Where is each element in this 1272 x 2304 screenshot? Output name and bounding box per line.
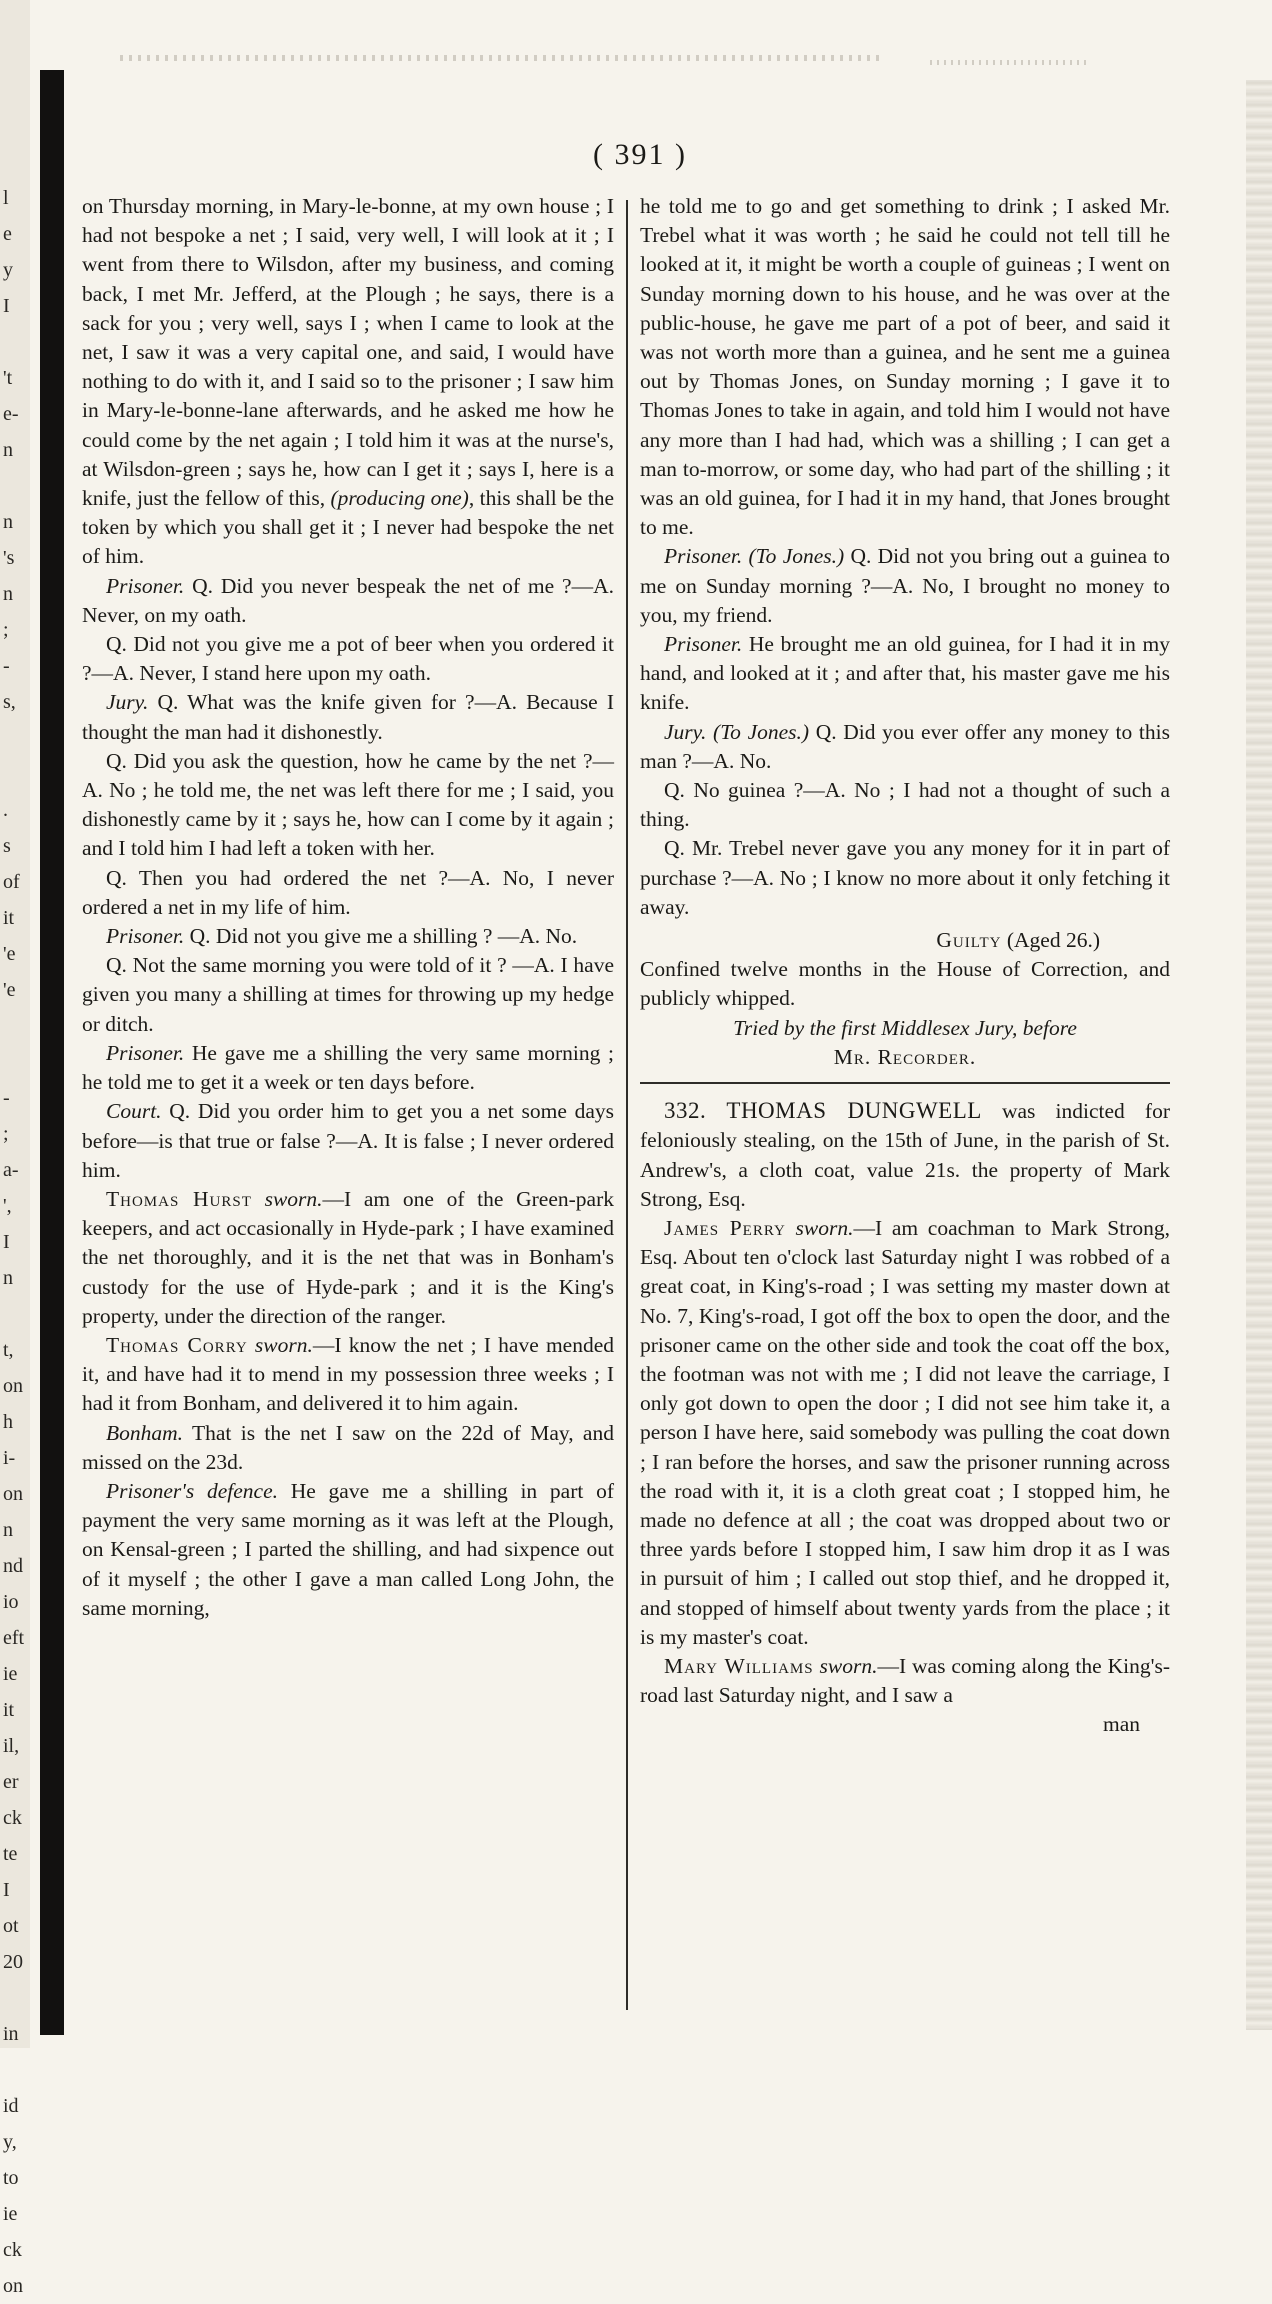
paragraph bbox=[82, 1331, 614, 1419]
bleed-fragment: I bbox=[3, 1879, 10, 1901]
sworn-label: sworn. bbox=[795, 1215, 854, 1240]
bleed-fragment: to bbox=[3, 2167, 19, 2189]
bleed-fragment: 't bbox=[3, 367, 13, 389]
paragraph bbox=[82, 864, 614, 922]
paragraph bbox=[82, 747, 614, 864]
witness-name: Thomas Hurst bbox=[106, 1186, 252, 1211]
bleed-fragment: il, bbox=[3, 1735, 20, 1757]
bleed-fragment: io bbox=[3, 1591, 19, 1613]
sworn-label: sworn. bbox=[819, 1653, 878, 1678]
bleed-fragment: l bbox=[3, 187, 9, 209]
tried-before: Tried by the first Middlesex Jury, before bbox=[733, 1015, 1077, 1040]
verdict: Guilty bbox=[936, 928, 1002, 953]
speaker-label: Jury. bbox=[106, 690, 149, 715]
bleed-fragment: e- bbox=[3, 403, 19, 425]
paragraph bbox=[82, 951, 614, 1039]
bleed-fragment: h bbox=[3, 1411, 13, 1433]
bleed-fragment: t, bbox=[3, 1339, 14, 1361]
speaker-label: Prisoner's defence. bbox=[106, 1478, 278, 1503]
text-span: Q. Mr. Trebel never gave you any money for it in part of purchase ?—A. No ; I know no more about it only fetching it away. bbox=[640, 836, 1170, 919]
bleed-fragment: n bbox=[3, 439, 13, 461]
bleed-fragment: on bbox=[3, 1375, 23, 1397]
binding-shadow bbox=[40, 70, 64, 2035]
witness-name: Mary Williams bbox=[664, 1653, 814, 1678]
bleed-fragment: in bbox=[3, 2023, 19, 2045]
bleed-fragment: ie bbox=[3, 1663, 18, 1685]
speaker-label: Prisoner. (To Jones.) bbox=[664, 544, 845, 569]
paragraph bbox=[82, 1185, 614, 1331]
speaker-label: Jury. (To Jones.) bbox=[664, 719, 810, 744]
bleed-fragment bbox=[3, 1980, 33, 2016]
bleed-fragment: n bbox=[3, 583, 13, 605]
speaker-label: Prisoner. bbox=[664, 632, 743, 657]
bleed-fragment: I bbox=[3, 1231, 10, 1253]
paragraph bbox=[640, 776, 1170, 834]
bleed-fragment: ; bbox=[3, 619, 9, 641]
paragraph bbox=[640, 1214, 1170, 1652]
paragraph bbox=[640, 718, 1170, 776]
verdict-line bbox=[640, 926, 1170, 955]
speaker-label: Prisoner. bbox=[106, 573, 185, 598]
paragraph bbox=[82, 630, 614, 688]
paragraph bbox=[82, 688, 614, 746]
speaker-label: Bonham. bbox=[106, 1420, 184, 1445]
bleed-fragment: ', bbox=[3, 1195, 12, 1217]
paragraph bbox=[82, 1097, 614, 1185]
bleed-fragment: on bbox=[3, 2275, 23, 2297]
speaker-label: Prisoner. bbox=[106, 1040, 185, 1065]
bleed-fragment: it bbox=[3, 907, 15, 929]
catchword: man bbox=[1102, 1712, 1140, 1737]
bleed-fragment bbox=[3, 1296, 33, 1332]
bleed-fragment bbox=[3, 756, 33, 792]
bleed-fragment: e bbox=[3, 223, 12, 245]
recorder: Mr. Recorder. bbox=[833, 1044, 977, 1069]
bleed-fragment bbox=[3, 720, 33, 756]
bleed-fragment: n bbox=[3, 1519, 13, 1541]
bleed-fragment: 's bbox=[3, 547, 15, 569]
facing-page-bleed bbox=[3, 180, 33, 2304]
text-span: Q. What was the knife given for ?—A. Because I thought the man had it dishonestly. bbox=[82, 690, 614, 744]
case-heading-paragraph bbox=[640, 1096, 1170, 1214]
bleed-fragment: id bbox=[3, 2095, 19, 2117]
paragraph bbox=[82, 922, 614, 951]
text-span: he told me to go and get something to drink ; I asked Mr. Trebel what it was worth ; he said he could not tell till he looked at it, it might be worth a couple of guineas ; I went on Sunday morning down to his house, and he was over at the public-house, he gave me part of a pot of beer, and said it was not worth more than a guinea, and he sent me a guinea out by Thomas Jones, on Sunday morning ; I gave it to Thomas Jones to take in again, and told him I would not have any more than I had had, which was a shilling ; I can get a man to-morrow, or some day, who had part of the shilling ; it was an old guinea, for I had it in my hand, that Jones brought to me. bbox=[640, 194, 1170, 540]
text-span: —I was coming along the King's-road last Saturday night, and I saw a bbox=[640, 1653, 1170, 1708]
text-span: That is the net I saw on the 22d of May, and missed on the 23d. bbox=[82, 1420, 614, 1474]
paragraph bbox=[640, 192, 1170, 542]
bleed-fragment: ot bbox=[3, 1915, 19, 1937]
bleed-fragment: 'e bbox=[3, 943, 16, 965]
text-span: Q. No guinea ?—A. No ; I had not a thought of such a thing. bbox=[640, 778, 1170, 832]
paragraph bbox=[82, 1477, 614, 1623]
bleed-fragment: s, bbox=[3, 691, 16, 713]
bleed-fragment: te bbox=[3, 1843, 18, 1865]
bleed-fragment: 20 bbox=[3, 1951, 23, 1973]
paragraph bbox=[640, 542, 1170, 630]
bleed-fragment: ie bbox=[3, 2203, 18, 2225]
text-span: He gave me a shilling the very same morning ; he told me to get it a week or ten days before. bbox=[82, 1040, 615, 1095]
bleed-fragment: a- bbox=[3, 1159, 19, 1181]
bleed-fragment: ck bbox=[3, 2239, 22, 2261]
text-span: —I am coachman to Mark Strong, Esq. About ten o'clock last Saturday night I was robbed of a great coat, in King's-road ; I was setting my master down at No. 7, King's-road, I got off the box to open the door, and the prisoner came on the other side and took the coat off the box, the footman was not with me ; I did not leave the carriage, I only got down to open the door ; I did not see him take it, a person I have here, said somebody was pulling the coat down ; I ran before the horses, and saw the prisoner running across the road with it, it is a cloth great coat ; I stopped him, he made no defence at all ; the coat was dropped about two or three yards before I stopped him, I saw him drop it as I was in pursuit of him ; I called out stop thief, and he dropped it, and stopped of himself about twenty yards from the place ; it is my master's coat. bbox=[640, 1215, 1170, 1649]
text-span: He brought me an old guinea, for I had it in my hand, and looked at it ; and after that, his master gave me his knife. bbox=[640, 632, 1170, 715]
bleed-fragment: ; bbox=[3, 1123, 9, 1145]
text-span: —I know the net ; I have mended it, and have had it to mend in my possession three weeks ; I had it from Bonham, and delivered it to him again. bbox=[82, 1332, 615, 1416]
bleed-fragment: of bbox=[3, 871, 20, 893]
page-number: ( 391 ) bbox=[593, 138, 687, 171]
bleed-fragment: 'e bbox=[3, 979, 16, 1001]
paragraph bbox=[640, 834, 1170, 922]
text-span: Q. Then you had ordered the net ?—A. No, I never ordered a net in my life of him. bbox=[82, 865, 614, 919]
bleed-fragment: s bbox=[3, 835, 11, 857]
bleed-fragment: er bbox=[3, 1771, 19, 1793]
text-span: —I am one of the Green-park keepers, and act occasionally in Hyde-park ; I have examined the net thoroughly, and it is the net that was in Bonham's custody for the use of Hyde-park ; and it is the King's property, under the direction of the ranger. bbox=[82, 1186, 615, 1328]
sworn-label: sworn. bbox=[264, 1186, 323, 1211]
bleed-fragment: y bbox=[3, 259, 13, 281]
bleed-fragment: y, bbox=[3, 2131, 17, 2153]
column-divider bbox=[626, 200, 628, 2010]
bleed-fragment: - bbox=[3, 1087, 10, 1109]
text-span: Q. Did you ask the question, how he came by the net ?—A. No ; he told me, the net was left there for me ; I said, you dishonestly came by it ; says he, how can I come by it again ; and I told him I had left a token with her. bbox=[82, 748, 614, 861]
text-span: on Thursday morning, in Mary-le-bonne, at my own house ; I had not bespoke a net ; I said, very well, I will look at it ; I went from there to Wilsdon, after my business, and coming back, I met Mr. Jefferd, at the Plough ; he says, there is a sack for you ; very well, says I ; when I came to look at the net, I saw it was a very capital one, and said, I would have nothing to do with it, and I said so to the prisoner ; I saw him in Mary-le-bonne-lane afterwards, and he asked me how he could come by the net again ; I told him it was at the nurse's, at Wilsdon-green ; says he, how can I get it ; says I, here is a knife, just the fellow of this, bbox=[82, 194, 614, 511]
text-span: Q. Did not you give me a shilling ? —A. No. bbox=[189, 924, 578, 949]
case-number: 332. bbox=[664, 1098, 707, 1124]
prisoner-age: (Aged 26.) bbox=[1006, 928, 1100, 953]
text-span: Q. Did you never bespeak the net of me ?—A. Never, on my oath. bbox=[82, 573, 615, 627]
bleed-fragment bbox=[3, 1008, 33, 1044]
text-span: Q. Not the same morning you were told of it ? —A. I have given you many a shilling at times for throwing up my hedge or ditch. bbox=[82, 953, 614, 1036]
bleed-fragment: I bbox=[3, 295, 10, 317]
defendant-name: THOMAS DUNGWELL bbox=[726, 1098, 982, 1124]
witness-name: James Perry bbox=[664, 1215, 786, 1240]
text-span: Q. Did you ever offer any money to this man ?—A. No. bbox=[640, 719, 1170, 773]
paragraph bbox=[82, 192, 614, 572]
witness-name: Thomas Corry bbox=[106, 1332, 248, 1357]
italic-aside: (producing one) bbox=[330, 486, 469, 511]
bleed-fragment: i- bbox=[3, 1447, 16, 1469]
bleed-fragment: . bbox=[3, 799, 8, 821]
verdict-block bbox=[640, 926, 1170, 1072]
bleed-fragment: nd bbox=[3, 1555, 23, 1577]
speaker-label: Court. bbox=[106, 1099, 162, 1124]
paragraph bbox=[82, 572, 614, 630]
text-span: was indicted for feloniously stealing, on the 15th of June, in the parish of St. Andrew's, a cloth coat, value 21s. the property of Mark Strong, Esq. bbox=[640, 1099, 1171, 1211]
trial-note bbox=[640, 1014, 1170, 1072]
bleed-fragment: eft bbox=[3, 1627, 25, 1649]
bleed-fragment: ck bbox=[3, 1807, 22, 1829]
paragraph bbox=[640, 630, 1170, 718]
bleed-fragment bbox=[3, 324, 33, 360]
case-separator bbox=[640, 1082, 1170, 1084]
text-span: He gave me a shilling in part of payment the very same morning as it was left at the Plough, on Kensal-green ; I parted the shilling, and had sixpence out of it myself ; the other I gave a man called Long John, the same morning, bbox=[82, 1478, 614, 1620]
speaker-label: Prisoner. bbox=[106, 924, 185, 949]
text-span: , this shall be the token by which you shall get it ; I never had bespoke the net of him. bbox=[82, 486, 615, 569]
scan-noise-top-right bbox=[930, 60, 1090, 65]
scan-noise-top bbox=[120, 55, 880, 61]
bleed-fragment: on bbox=[3, 1483, 23, 1505]
sworn-label: sworn. bbox=[254, 1332, 313, 1357]
bleed-fragment: it bbox=[3, 1699, 15, 1721]
bleed-fragment bbox=[3, 468, 33, 504]
bleed-fragment: - bbox=[3, 655, 10, 677]
sentence: Confined twelve months in the House of Correction, and publicly whipped. bbox=[640, 957, 1170, 1011]
scan-margin-right bbox=[1246, 80, 1272, 2030]
right-column bbox=[640, 192, 1170, 1740]
text-span: Q. Did you order him to get you a net some days before—is that true or false ?—A. It is false ; I never ordered him. bbox=[82, 1099, 614, 1182]
paragraph bbox=[82, 1039, 614, 1097]
text-span: Q. Did not you give me a pot of beer when you ordered it ?—A. Never, I stand here upon my oath. bbox=[82, 632, 614, 686]
paragraph bbox=[82, 1419, 614, 1477]
left-column bbox=[82, 192, 614, 1623]
paragraph bbox=[640, 1652, 1170, 1710]
bleed-fragment: n bbox=[3, 511, 13, 533]
bleed-fragment: n bbox=[3, 1267, 13, 1289]
bleed-fragment bbox=[3, 2052, 33, 2088]
text-span: Q. Did not you bring out a guinea to me on Sunday morning ?—A. No, I brought no money to you, my friend. bbox=[640, 544, 1171, 627]
bleed-fragment bbox=[3, 1044, 33, 1080]
